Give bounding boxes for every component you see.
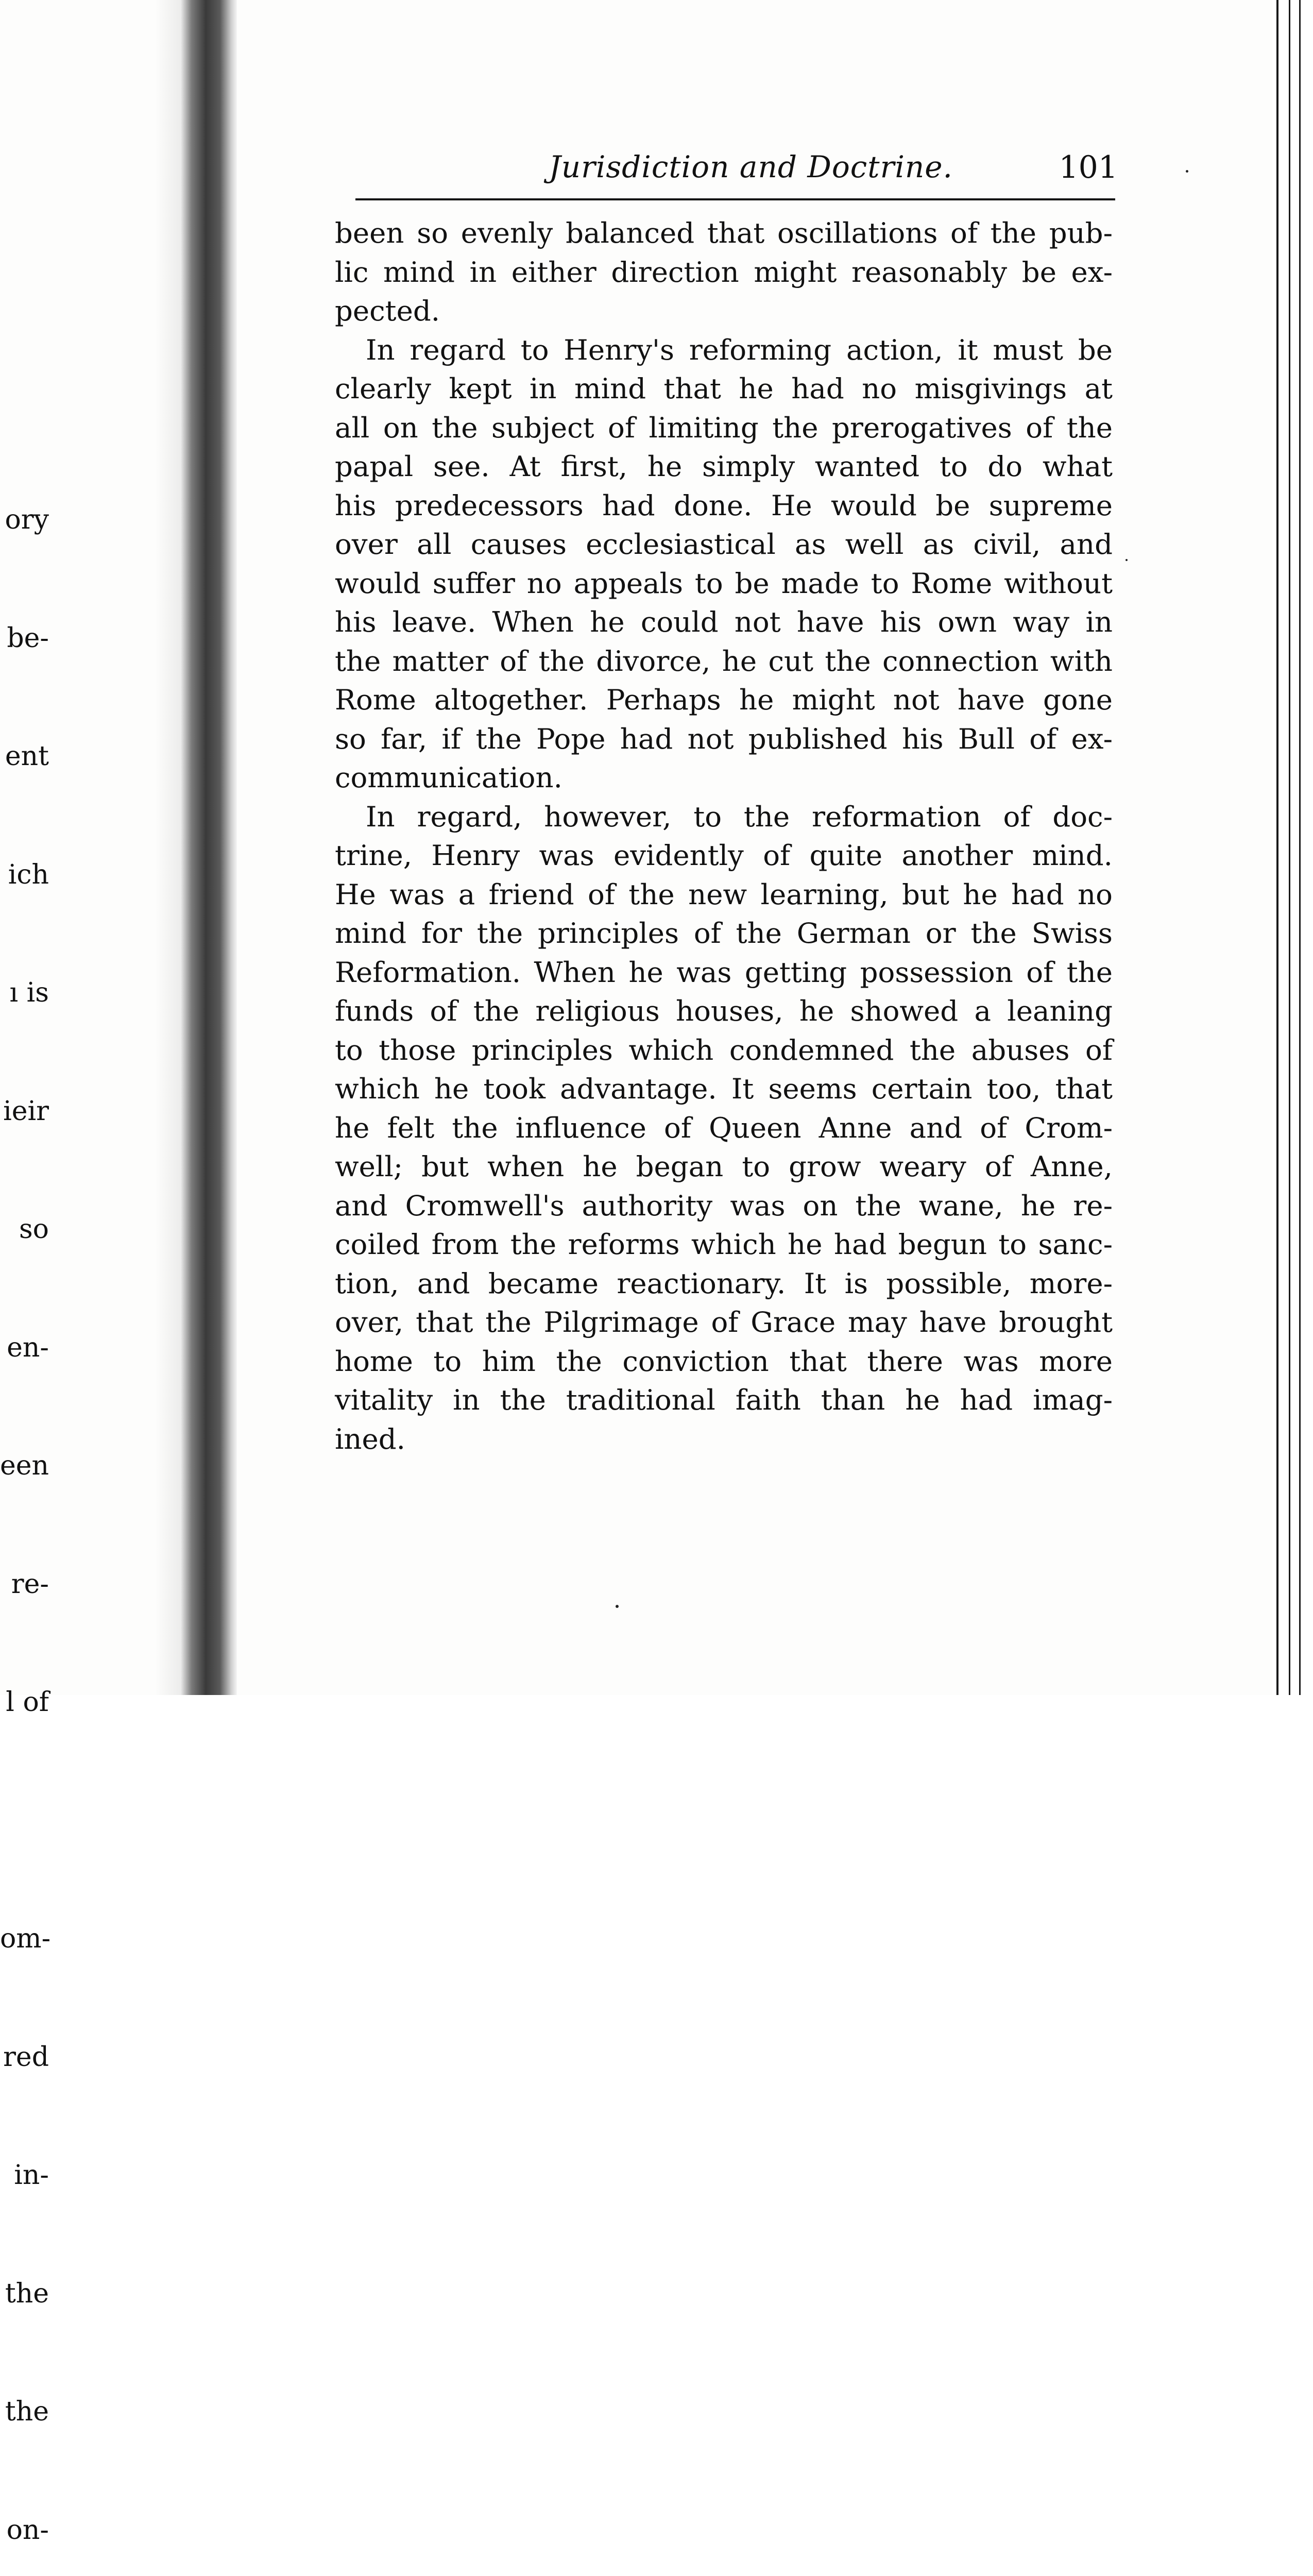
page-number: 101 — [1059, 149, 1118, 185]
prev-page-line: in- — [14, 2160, 49, 2191]
text-line: to those principles which condemned the abuses of — [335, 1033, 1113, 1066]
text-line: so far, if the Pope had not published his Bull of ex- — [335, 722, 1113, 755]
text-line: lic mind in either direction might reasonably be ex- — [335, 255, 1113, 289]
text-line: funds of the religious houses, he showed a leaning — [335, 994, 1113, 1027]
prev-page-line: the — [5, 2396, 49, 2427]
prev-page-line: red — [3, 2041, 49, 2073]
text-line: coiled from the reforms which he had begun to sanc- — [335, 1228, 1113, 1261]
text-line: pected. — [335, 294, 440, 327]
prev-page-line: ory — [5, 504, 49, 535]
text-line: been so evenly balanced that oscillations of the pub- — [335, 216, 1113, 249]
text-line: communication. — [335, 761, 562, 794]
text-line: In regard, however, to the reformation of doc- — [366, 800, 1113, 833]
prev-page-line: re- — [11, 1568, 49, 1600]
prev-page-line: ı is — [9, 977, 49, 1008]
text-line: clearly kept in mind that he had no misgivings at — [335, 372, 1113, 405]
prev-page-line: so — [19, 1214, 49, 1245]
previous-page-cut-text — [0, 421, 49, 2576]
text-line: Rome altogether. Perhaps he might not have gone — [335, 683, 1113, 716]
text-line: his predecessors had done. He would be supreme — [335, 488, 1113, 522]
prev-page-line: on- — [6, 2514, 49, 2546]
text-line: mind for the principles of the German or the Swiss — [335, 917, 1113, 950]
text-line: over all causes ecclesiastical as well as civil, and — [335, 528, 1113, 561]
running-header-title: Jurisdiction and Doctrine. — [549, 149, 953, 184]
text-line: ined. — [335, 1422, 405, 1455]
prev-page-line — [0, 1801, 49, 1841]
running-header — [515, 149, 1118, 196]
prev-page-line: ent — [5, 741, 49, 772]
page-edge-line — [1289, 0, 1290, 1695]
text-line: and Cromwell's authority was on the wane, he re- — [335, 1189, 1113, 1222]
text-line: papal see. At first, he simply wanted to do what — [335, 450, 1113, 483]
text-line: the matter of the divorce, he cut the connection with — [335, 644, 1113, 677]
prev-page-line: om- — [0, 1923, 51, 1954]
page-edge-line — [1276, 0, 1278, 1695]
prev-page-line: l of — [6, 1687, 49, 1718]
text-line: well; but when he began to grow weary of Anne, — [335, 1150, 1113, 1183]
text-line: trine, Henry was evidently of quite another mind. — [335, 839, 1113, 872]
header-rule — [355, 198, 1115, 200]
body-text — [335, 214, 1113, 1459]
book-binding-gutter — [180, 0, 237, 1695]
prev-page-line: be- — [7, 622, 49, 654]
text-line: home to him the conviction that there was more — [335, 1344, 1113, 1378]
prev-page-line: en- — [7, 1332, 49, 1363]
scan-speck — [1186, 170, 1188, 173]
paragraph — [335, 331, 1113, 798]
text-line: over, that the Pilgrimage of Grace may have brought — [335, 1306, 1113, 1338]
scan-speck — [1126, 559, 1128, 561]
text-line: vitality in the traditional faith than he had imag- — [335, 1383, 1113, 1416]
text-line: his leave. When he could not have his own way in — [335, 605, 1113, 638]
text-line: all on the subject of limiting the prerogatives of the — [335, 411, 1113, 444]
text-line: he felt the influence of Queen Anne and of Crom- — [335, 1111, 1113, 1144]
prev-page-line: ich — [8, 859, 49, 890]
text-line: tion, and became reactionary. It is possible, more- — [335, 1266, 1113, 1300]
text-line: Reformation. When he was getting possession of the — [335, 955, 1113, 989]
prev-page-line: the — [5, 2278, 49, 2309]
page-edge-line — [1299, 0, 1301, 1695]
prev-page-line: ieir — [3, 1095, 49, 1127]
text-line: which he took advantage. It seems certain too, that — [335, 1072, 1113, 1105]
scan-speck — [616, 1605, 619, 1608]
text-line: In regard to Henry's reforming action, it must be — [366, 333, 1113, 366]
paragraph — [335, 214, 1113, 331]
prev-page-line: een — [0, 1450, 49, 1481]
paragraph — [335, 798, 1113, 1459]
text-line: He was a friend of the new learning, but he had no — [335, 877, 1113, 911]
text-line: would suffer no appeals to be made to Rome without — [335, 566, 1113, 600]
